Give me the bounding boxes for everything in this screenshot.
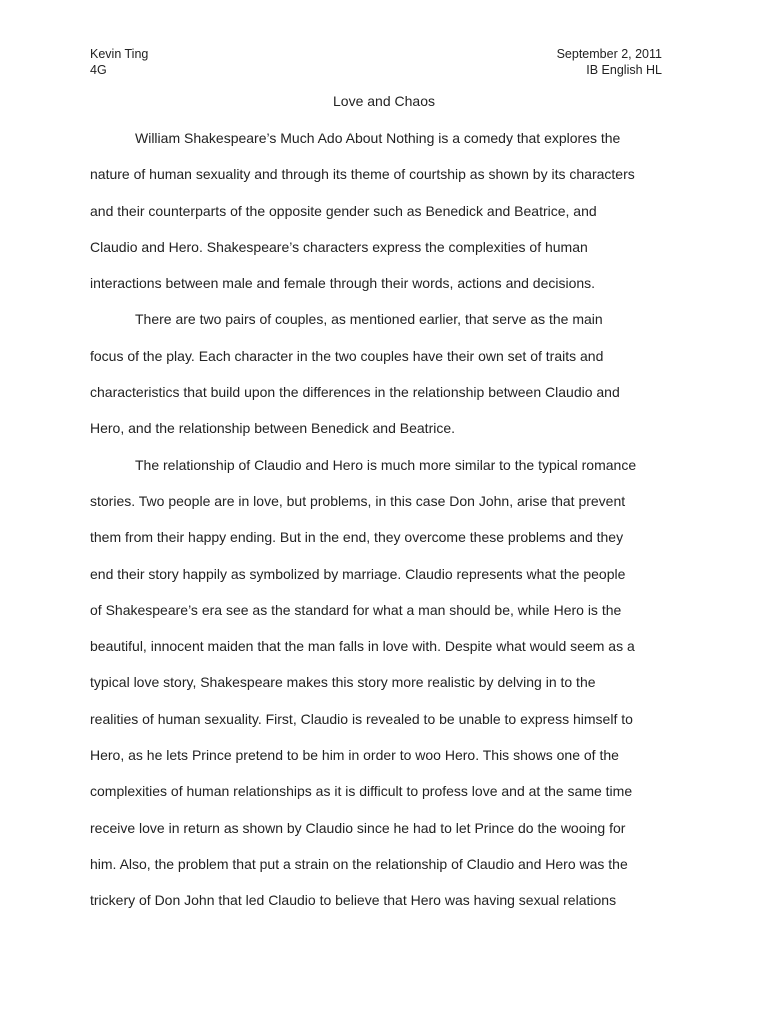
header-row-2: [90, 62, 662, 78]
paragraph-2-line-4: Hero, and the relationship between Benedick and Beatrice.: [90, 420, 456, 437]
paragraph-3-line-10: complexities of human relationships as it is difficult to profess love and at the same time: [90, 783, 633, 800]
paragraph-3-line-4: end their story happily as symbolized by marriage. Claudio represents what the people: [90, 565, 626, 582]
paragraph-3-line-12: him. Also, the problem that put a strain on the relationship of Claudio and Hero was the: [90, 855, 628, 872]
paragraph-3-line-2: stories. Two people are in love, but problems, in this case Don John, arise that prevent: [90, 492, 626, 509]
paragraph-3-line-11: receive love in return as shown by Claudio since he had to let Prince do the wooing for: [90, 819, 626, 836]
essay-title: Love and Chaos: [333, 93, 435, 109]
class-section: 4G: [90, 63, 107, 77]
paragraph-3-line-1: The relationship of Claudio and Hero is much more similar to the typical romance: [135, 456, 637, 473]
paragraph-3-line-8: realities of human sexuality. First, Claudio is revealed to be unable to express himself to: [90, 710, 633, 727]
paragraph-2-line-3: characteristics that build upon the differences in the relationship between Claudio and: [90, 384, 620, 401]
paragraph-3-line-6: beautiful, innocent maiden that the man falls in love with. Despite what would seem as a: [90, 638, 635, 655]
essay-date: September 2, 2011: [556, 47, 662, 61]
paragraph-1-line-5: interactions between male and female through their words, actions and decisions.: [90, 275, 596, 292]
paragraph-3-line-9: Hero, as he lets Prince pretend to be him in order to woo Hero. This shows one of the: [90, 747, 619, 764]
paragraph-3-line-13: trickery of Don John that led Claudio to believe that Hero was having sexual relations: [90, 892, 617, 909]
header-row-1: [90, 46, 662, 62]
paragraph-1-line-3: and their counterparts of the opposite gender such as Benedick and Beatrice, and: [90, 202, 597, 219]
paragraph-2-line-1: There are two pairs of couples, as mentioned earlier, that serve as the main: [135, 311, 603, 328]
paragraph-1-line-1: William Shakespeare’s Much Ado About Nothing is a comedy that explores the: [135, 130, 621, 146]
page-header: [90, 46, 662, 78]
paragraph-2-line-2: focus of the play. Each character in the two couples have their own set of traits and: [90, 347, 604, 364]
paragraph-1-line-4: Claudio and Hero. Shakespeare’s characters express the complexities of human: [90, 238, 588, 255]
essay-body: [90, 126, 680, 925]
paragraph-1-line-2: nature of human sexuality and through its theme of courtship as shown by its characters: [90, 166, 635, 183]
author-name: Kevin Ting: [90, 47, 149, 61]
course-name: IB English HL: [586, 63, 662, 77]
paragraph-3-line-3: them from their happy ending. But in the end, they overcome these problems and they: [90, 529, 624, 546]
paragraph-3-line-5: of Shakespeare’s era see as the standard for what a man should be, while Hero is the: [90, 601, 622, 618]
paragraph-3-line-7: typical love story, Shakespeare makes this story more realistic by delving in to the: [90, 674, 596, 691]
